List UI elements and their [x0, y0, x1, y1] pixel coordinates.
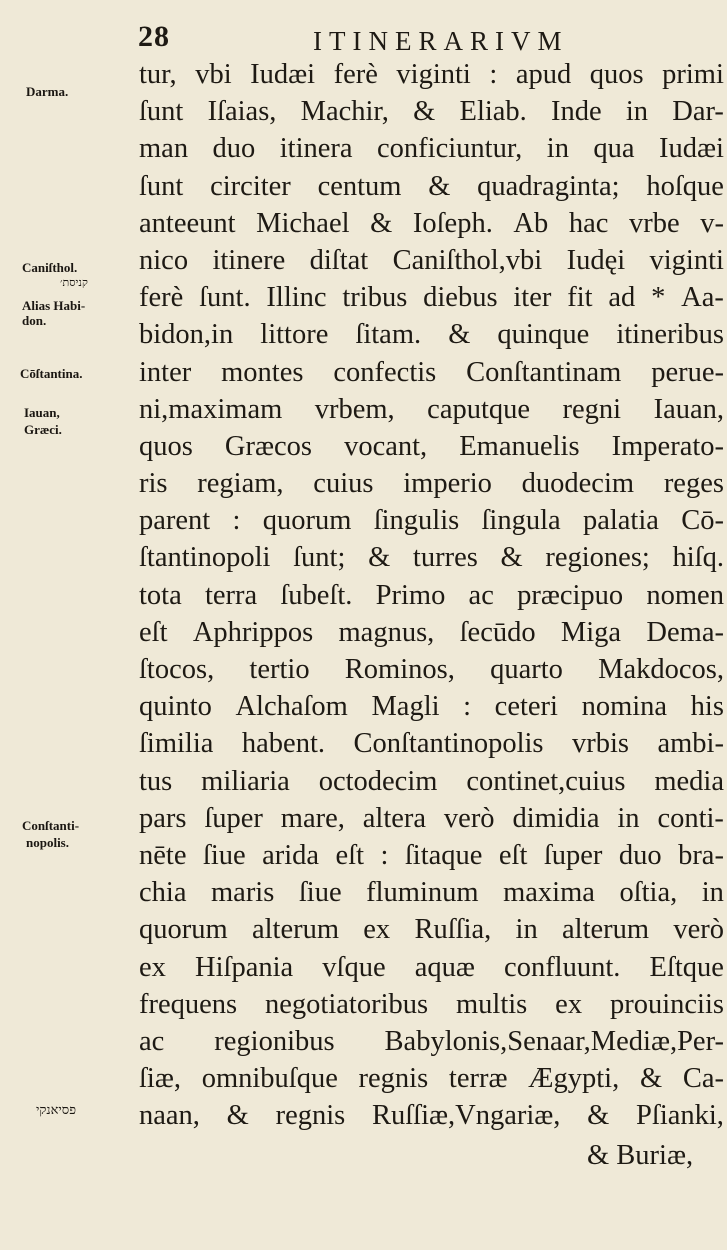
- word: v-: [700, 207, 724, 239]
- word: itineribus: [616, 319, 724, 351]
- word: ex: [555, 988, 583, 1020]
- text-line: [139, 130, 724, 167]
- word: in: [617, 802, 640, 834]
- word: cuius: [313, 468, 374, 500]
- word: alterum: [562, 914, 650, 946]
- word: media: [654, 765, 724, 797]
- word: &: [500, 542, 523, 574]
- word: itinere: [212, 244, 286, 276]
- word: ex: [363, 914, 391, 946]
- word: Rominos,: [344, 654, 455, 685]
- word: ſitaque: [404, 839, 483, 871]
- word: quinque: [497, 319, 590, 351]
- text-line: [139, 837, 724, 874]
- word: quarto: [490, 654, 563, 685]
- text-line: [139, 502, 724, 539]
- word: ferè: [333, 59, 378, 90]
- word: naan,: [139, 1100, 200, 1132]
- word: turres: [412, 542, 478, 574]
- word: littore: [260, 319, 329, 351]
- word: parent: [139, 505, 211, 537]
- word: viginti: [396, 59, 471, 90]
- word: Conſtantinopolis: [353, 728, 544, 760]
- word: verò: [443, 802, 495, 834]
- word: terra: [204, 579, 258, 611]
- text-line: [139, 93, 724, 130]
- margin-note-alias-line2: don.: [22, 313, 47, 328]
- word: habent.: [241, 728, 325, 760]
- text-line: [139, 763, 724, 800]
- word: nico: [139, 244, 189, 276]
- text-line: [139, 354, 724, 391]
- text-line: [139, 539, 724, 576]
- word: nomina: [581, 691, 668, 723]
- word: tur,: [139, 59, 177, 90]
- margin-note-costantina: Cōſtantina.: [20, 366, 83, 381]
- word: Emanuelis: [459, 430, 580, 462]
- word: tertio: [249, 654, 310, 685]
- word: &: [368, 542, 391, 574]
- word: caputque: [427, 393, 531, 425]
- word: oſtia,: [619, 877, 678, 909]
- text-line: [139, 242, 724, 279]
- word: anteeunt: [139, 207, 236, 239]
- word: diſtat: [309, 244, 369, 276]
- word: ac: [139, 1025, 165, 1057]
- margin-note-canisthol: Caniſthol.: [22, 260, 78, 275]
- word: qua: [593, 133, 635, 165]
- word: duo: [618, 839, 662, 871]
- word: fluminum: [366, 877, 479, 909]
- word: imperio: [403, 468, 492, 500]
- word: ſitam.: [355, 319, 422, 351]
- word: ad: [608, 282, 636, 314]
- word: in: [546, 133, 569, 165]
- word: quorum: [139, 914, 228, 946]
- word: bidon,in: [139, 319, 234, 351]
- word: &: [370, 207, 393, 239]
- word: Ab: [513, 207, 549, 239]
- word: centum: [317, 170, 402, 202]
- word: ſunt: [139, 96, 184, 128]
- word: man: [139, 133, 189, 165]
- text-line: [139, 391, 724, 428]
- word: vbi: [195, 59, 232, 90]
- text-line: [139, 577, 724, 614]
- word: Babylonis,Senaar,Mediæ,Per-: [384, 1025, 724, 1057]
- word: ſimilia: [139, 728, 214, 760]
- text-line: [139, 428, 724, 465]
- text-line: [139, 651, 724, 688]
- word: &: [448, 319, 471, 351]
- word: ni,maximam: [139, 393, 283, 425]
- word: Dema-: [646, 616, 724, 648]
- word: Imperato-: [611, 430, 724, 462]
- word: ſiæ,: [139, 1063, 181, 1095]
- word: ferè: [139, 282, 184, 314]
- text-line: [139, 56, 724, 93]
- word: confluunt.: [504, 951, 621, 983]
- word: verò: [673, 914, 724, 946]
- word: Eſtque: [649, 951, 724, 983]
- word: &: [226, 1100, 249, 1132]
- text-line: [139, 168, 724, 205]
- word: ris: [139, 468, 168, 500]
- word: ſunt;: [293, 542, 346, 574]
- word: bra-: [678, 839, 724, 871]
- text-line: [139, 205, 724, 242]
- word: quos: [139, 430, 193, 462]
- word: &: [428, 170, 451, 202]
- word: Iudęi: [566, 244, 626, 276]
- word: in: [625, 96, 649, 128]
- text-line: [139, 1023, 724, 1060]
- word: in: [701, 877, 724, 909]
- word: montes: [221, 356, 304, 388]
- word: vocant,: [344, 430, 428, 462]
- margin-note-canisthol-hebrew: קניסת׳: [60, 277, 88, 289]
- word: vſque: [322, 951, 386, 983]
- word: hac: [568, 207, 609, 239]
- word: &: [587, 1100, 610, 1132]
- word: regnis: [358, 1063, 429, 1095]
- word: viginti: [649, 244, 724, 276]
- text-line: [139, 688, 724, 725]
- word: iter: [513, 282, 552, 314]
- word: *: [651, 282, 666, 314]
- word: :: [463, 691, 472, 723]
- text-line: [139, 911, 724, 948]
- word: ſunt: [139, 170, 184, 202]
- word: vrbe: [629, 207, 680, 239]
- word: Iudæi: [250, 59, 316, 90]
- text-line: [139, 986, 724, 1023]
- word: Ioſeph.: [412, 207, 493, 239]
- word: his: [690, 691, 724, 723]
- word: Ca-: [682, 1063, 724, 1095]
- word: Ægypti,: [528, 1063, 620, 1095]
- text-line: [139, 1097, 724, 1134]
- text-line: [139, 949, 724, 986]
- word: regiam,: [197, 468, 284, 500]
- word: reges: [663, 468, 724, 500]
- running-title: ITINERARIVM: [313, 26, 569, 56]
- text-line: [139, 465, 724, 502]
- word: Michael: [256, 207, 350, 239]
- word: ſubeſt.: [280, 579, 353, 611]
- word: duodecim: [521, 468, 635, 500]
- word: Aphrippos: [192, 616, 314, 648]
- main-text-block: [139, 56, 724, 1134]
- word: &: [413, 96, 436, 128]
- word: ſingulis: [373, 505, 460, 537]
- word: Machir,: [300, 96, 389, 128]
- text-line: [139, 1060, 724, 1097]
- word: apud: [515, 59, 572, 90]
- word: conti-: [657, 802, 724, 834]
- word: diebus: [423, 282, 498, 314]
- word: Ruſſia,: [414, 914, 492, 946]
- word: :: [232, 505, 241, 537]
- text-line: [139, 279, 724, 316]
- word: miliaria: [201, 765, 290, 797]
- text-line: [139, 614, 724, 651]
- text-line: [139, 316, 724, 353]
- word: Aa-: [681, 282, 724, 314]
- word: hiſq.: [672, 542, 724, 574]
- word: ſuper: [204, 802, 263, 834]
- word: :: [380, 839, 389, 871]
- word: in: [515, 914, 538, 946]
- word: pars: [139, 802, 187, 834]
- word: :: [489, 59, 498, 90]
- word: Græcos: [224, 430, 312, 462]
- word: ſtantinopoli: [139, 542, 271, 574]
- word: Cō-: [681, 505, 724, 537]
- word: maxima: [503, 877, 595, 909]
- text-line: [139, 874, 724, 911]
- word: circiter: [210, 170, 291, 202]
- word: ſiue: [298, 877, 342, 909]
- word: Ruſſiæ,Vngariæ,: [371, 1100, 561, 1132]
- word: vrbem,: [314, 393, 395, 425]
- word: eſt: [498, 839, 528, 871]
- word: octodecim: [318, 765, 438, 797]
- margin-note-graeci: Græci.: [24, 422, 62, 437]
- margin-note-darma: Darma.: [26, 84, 69, 99]
- word: eſt: [139, 616, 168, 648]
- word: ſuper: [543, 839, 603, 871]
- word: prouinciis: [609, 988, 724, 1020]
- word: Caniſthol,vbi: [392, 244, 543, 276]
- word: aquæ: [414, 951, 475, 983]
- margin-note-constantinopolis-line2: nopolis.: [26, 835, 69, 850]
- word: palatia: [582, 505, 659, 537]
- word: terræ: [448, 1063, 508, 1095]
- word: Iudæi: [659, 133, 724, 165]
- margin-note-alias-line1: Alias Habi-: [22, 298, 86, 313]
- page-header: [138, 18, 718, 58]
- word: multis: [456, 988, 528, 1020]
- word: Hiſpania: [195, 951, 294, 983]
- word: conficiuntur,: [377, 133, 523, 165]
- word: perue-: [651, 356, 724, 388]
- word: quadraginta;: [477, 170, 620, 202]
- word: quos: [589, 59, 644, 90]
- word: ac: [468, 579, 494, 611]
- word: tota: [139, 579, 182, 611]
- word: Iauan,: [653, 393, 724, 425]
- word: dimidia: [512, 802, 600, 834]
- margin-note-constantinopolis-line1: Conſtanti-: [22, 818, 80, 833]
- word: ceteri: [494, 691, 558, 723]
- word: Illinc: [266, 282, 327, 314]
- word: confectis: [333, 356, 437, 388]
- word: tribus: [342, 282, 408, 314]
- word: continet,cuius: [466, 765, 626, 797]
- word: frequens: [139, 988, 238, 1020]
- word: altera: [362, 802, 427, 834]
- word: nomen: [646, 579, 724, 611]
- word: eſt: [335, 839, 365, 871]
- word: negotiatoribus: [265, 988, 429, 1020]
- word: Dar-: [672, 96, 724, 128]
- word: ſiue: [202, 839, 246, 871]
- word: ſecūdo: [459, 616, 536, 648]
- word: præcipuo: [517, 579, 624, 611]
- word: regnis: [275, 1100, 346, 1132]
- word: alterum: [251, 914, 339, 946]
- margin-note-iauan: Iauan,: [24, 405, 60, 420]
- word: Iſaias,: [207, 96, 277, 128]
- word: Magli: [371, 691, 440, 723]
- word: regni: [562, 393, 622, 425]
- word: ſunt.: [199, 282, 251, 314]
- word: ambi-: [657, 728, 724, 760]
- word: Primo: [375, 579, 446, 611]
- word: fit: [567, 282, 593, 314]
- word: quinto: [139, 691, 212, 723]
- word: hoſque: [646, 170, 724, 202]
- word: Makdocos,: [598, 654, 724, 685]
- word: Inde: [551, 96, 602, 128]
- margin-note-hebrew-bottom: פסיאנקי: [36, 1102, 77, 1117]
- word: Miga: [560, 616, 622, 648]
- word: Alchaſom: [235, 691, 348, 723]
- word: magnus,: [338, 616, 435, 648]
- word: primi: [662, 59, 724, 90]
- word: duo: [212, 133, 256, 165]
- word: omnibuſque: [201, 1063, 338, 1095]
- word: mare,: [280, 802, 345, 834]
- word: arida: [262, 839, 320, 871]
- folio-number: 28: [138, 20, 170, 53]
- word: itinera: [279, 133, 353, 165]
- word: ſtocos,: [139, 654, 215, 685]
- word: Eliab.: [459, 96, 527, 128]
- word: maris: [211, 877, 275, 909]
- word: tus: [139, 765, 173, 797]
- word: regiones;: [545, 542, 650, 574]
- word: chia: [139, 877, 187, 909]
- word: quorum: [262, 505, 352, 537]
- text-line: [139, 800, 724, 837]
- word: vrbis: [571, 728, 629, 760]
- word: &: [639, 1063, 663, 1095]
- word: Conſtantinam: [466, 356, 622, 388]
- text-line: [139, 725, 724, 762]
- word: regionibus: [214, 1025, 335, 1057]
- word: Pſianki,: [636, 1100, 724, 1132]
- word: nēte: [139, 839, 187, 871]
- catchword: & Buriæ,: [587, 1140, 694, 1171]
- word: inter: [139, 356, 192, 388]
- word: ex: [139, 951, 166, 983]
- word: ſingula: [481, 505, 561, 537]
